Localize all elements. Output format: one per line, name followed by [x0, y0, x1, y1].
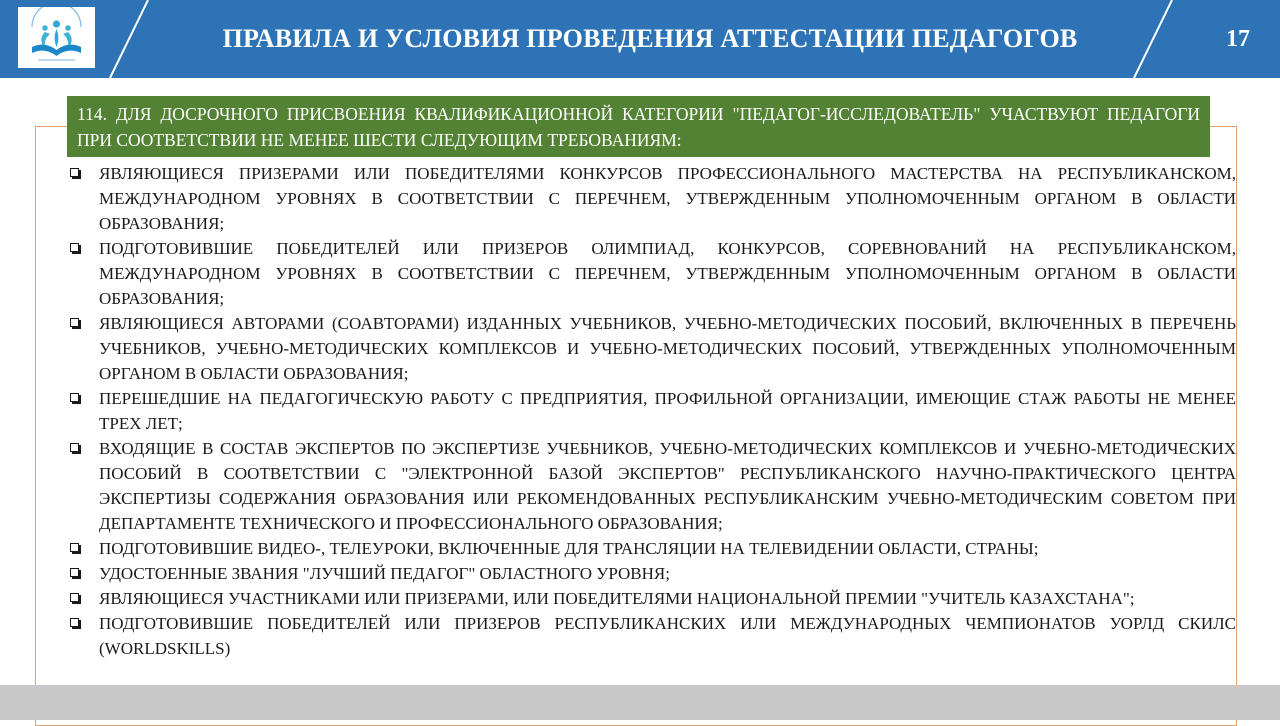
square-checkbox-bullet-icon — [70, 393, 79, 402]
list-item — [68, 161, 1236, 236]
list-item-text: ЯВЛЯЮЩИЕСЯ ПРИЗЕРАМИ ИЛИ ПОБЕДИТЕЛЯМИ КОНКУРСОВ ПРОФЕССИОНАЛЬНОГО МАСТЕРСТВА НА РЕСПУБЛИКАНСКОМ, МЕЖДУНАРОДНОМ УРОВНЯХ В СООТВЕТСТВИИ С ПЕРЕЧНЕМ, УТВЕРЖДЕННЫМ УПОЛНОМОЧЕННЫМ ОРГАНОМ В ОБЛАСТИ ОБРАЗОВАНИЯ; — [99, 164, 1236, 233]
list-item — [68, 561, 1236, 586]
square-checkbox-bullet-icon — [70, 543, 79, 552]
page-number: 17 — [1226, 25, 1250, 52]
open-book-people-logo-icon — [18, 7, 95, 68]
list-item — [68, 311, 1236, 386]
square-checkbox-bullet-icon — [70, 443, 79, 452]
square-checkbox-bullet-icon — [70, 318, 79, 327]
slide-header — [0, 0, 1280, 78]
list-item-text: ЯВЛЯЮЩИЕСЯ АВТОРАМИ (СОАВТОРАМИ) ИЗДАННЫХ УЧЕБНИКОВ, УЧЕБНО-МЕТОДИЧЕСКИХ ПОСОБИЙ, ВКЛЮЧЕННЫХ В ПЕРЕЧЕНЬ УЧЕБНИКОВ, УЧЕБНО-МЕТОДИЧЕСКИХ КОМПЛЕКСОВ И УЧЕБНО-МЕТОДИЧЕСКИХ ПОСОБИЙ, УТВЕРЖДЕННЫХ УПОЛНОМОЧЕННЫМ ОРГАНОМ В ОБЛАСТИ ОБРАЗОВАНИЯ; — [99, 314, 1236, 383]
slide-title: ПРАВИЛА И УСЛОВИЯ ПРОВЕДЕНИЯ АТТЕСТАЦИИ ПЕДАГОГОВ — [222, 24, 1078, 53]
list-item-text: ПЕРЕШЕДШИЕ НА ПЕДАГОГИЧЕСКУЮ РАБОТУ С ПРЕДПРИЯТИЯ, ПРОФИЛЬНОЙ ОРГАНИЗАЦИИ, ИМЕЮЩИЕ СТАЖ РАБОТЫ НЕ МЕНЕЕ ТРЕХ ЛЕТ; — [99, 389, 1236, 433]
list-item-text: УДОСТОЕННЫЕ ЗВАНИЯ "ЛУЧШИЙ ПЕДАГОГ" ОБЛАСТНОГО УРОВНЯ; — [99, 564, 670, 583]
list-item — [68, 386, 1236, 436]
list-item — [68, 536, 1236, 561]
list-item — [68, 236, 1236, 311]
list-item-text: ВХОДЯЩИЕ В СОСТАВ ЭКСПЕРТОВ ПО ЭКСПЕРТИЗЕ УЧЕБНИКОВ, УЧЕБНО-МЕТОДИЧЕСКИХ КОМПЛЕКСОВ И УЧЕБНО-МЕТОДИЧЕСКИХ ПОСОБИЙ В СООТВЕТСТВИИ С "ЭЛЕКТРОННОЙ БАЗОЙ ЭКСПЕРТОВ" РЕСПУБЛИКАНСКОГО НАУЧНО-ПРАКТИЧЕСКОГО ЦЕНТРА ЭКСПЕРТИЗЫ СОДЕРЖАНИЯ ОБРАЗОВАНИЯ ИЛИ РЕКОМЕНДОВАННЫХ РЕСПУБЛИКАНСКИМ УЧЕБНО-МЕТОДИЧЕСКИМ СОВЕТОМ ПРИ ДЕПАРТАМЕНТЕ ТЕХНИЧЕСКОГО И ПРОФЕССИОНАЛЬНОГО ОБРАЗОВАНИЯ; — [99, 439, 1236, 533]
intro-box: 114. ДЛЯ ДОСРОЧНОГО ПРИСВОЕНИЯ КВАЛИФИКАЦИОННОЙ КАТЕГОРИИ "ПЕДАГОГ-ИССЛЕДОВАТЕЛЬ" УЧАСТВУЮТ ПЕДАГОГИ ПРИ СООТВЕТСТВИИ НЕ МЕНЕЕ ШЕСТИ СЛЕДУЮЩИМ ТРЕБОВАНИЯМ: — [67, 96, 1210, 157]
square-checkbox-bullet-icon — [70, 168, 79, 177]
list-item — [68, 611, 1236, 661]
list-item — [68, 436, 1236, 536]
list-item-text: ПОДГОТОВИВШИЕ ПОБЕДИТЕЛЕЙ ИЛИ ПРИЗЕРОВ ОЛИМПИАД, КОНКУРСОВ, СОРЕВНОВАНИЙ НА РЕСПУБЛИКАНСКОМ, МЕЖДУНАРОДНОМ УРОВНЯХ В СООТВЕТСТВИИ С ПЕРЕЧНЕМ, УТВЕРЖДЕННЫМ УПОЛНОМОЧЕННЫМ ОРГАНОМ В ОБЛАСТИ ОБРАЗОВАНИЯ; — [99, 239, 1236, 308]
square-checkbox-bullet-icon — [70, 618, 79, 627]
square-checkbox-bullet-icon — [70, 568, 79, 577]
list-item-text: ПОДГОТОВИВШИЕ ПОБЕДИТЕЛЕЙ ИЛИ ПРИЗЕРОВ РЕСПУБЛИКАНСКИХ ИЛИ МЕЖДУНАРОДНЫХ ЧЕМПИОНАТОВ УОРЛД СКИЛС (WORLDSKILLS) — [99, 614, 1236, 658]
requirements-list — [68, 161, 1236, 661]
footer-bar — [0, 685, 1280, 720]
list-item-text: ПОДГОТОВИВШИЕ ВИДЕО-, ТЕЛЕУРОКИ, ВКЛЮЧЕННЫЕ ДЛЯ ТРАНСЛЯЦИИ НА ТЕЛЕВИДЕНИИ ОБЛАСТИ, СТРАНЫ; — [99, 539, 1039, 558]
square-checkbox-bullet-icon — [70, 593, 79, 602]
list-item — [68, 586, 1236, 611]
list-item-text: ЯВЛЯЮЩИЕСЯ УЧАСТНИКАМИ ИЛИ ПРИЗЕРАМИ, ИЛИ ПОБЕДИТЕЛЯМИ НАЦИОНАЛЬНОЙ ПРЕМИИ "УЧИТЕЛЬ КАЗАХСТАНА"; — [99, 589, 1135, 608]
square-checkbox-bullet-icon — [70, 243, 79, 252]
